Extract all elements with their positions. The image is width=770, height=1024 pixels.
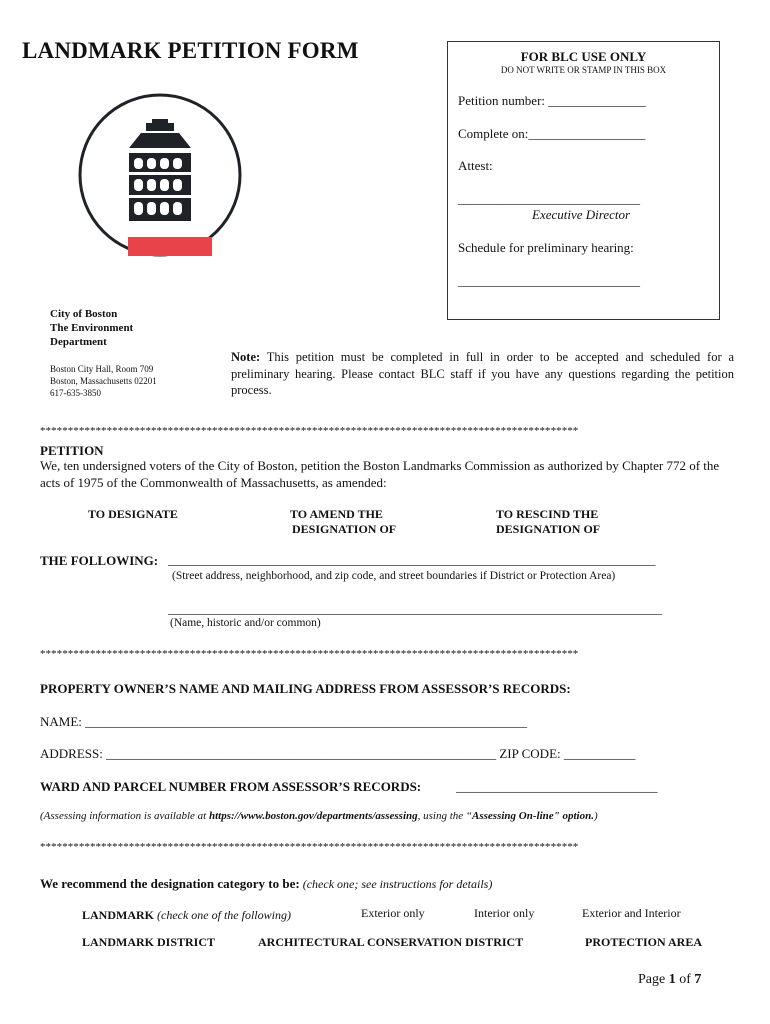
petition-heading: PETITION	[40, 443, 104, 458]
protection-area-option[interactable]: PROTECTION AREA	[585, 935, 703, 949]
recommend-hint: (check one; see instructions for details)	[299, 877, 493, 891]
recommend-label: We recommend the designation category to be:	[40, 876, 300, 891]
ward-parcel-line[interactable]: _______________________________	[456, 779, 658, 794]
petition-body: We, ten undersigned voters of the City of Boston, petition the Boston Landmarks Commission as authorized by Chapter 772 of the acts of 1975 of the Commonwealth of Massachusetts, as amended:	[40, 458, 720, 490]
separator-1: *************************************************************************************************	[40, 425, 579, 437]
page-total: 7	[694, 972, 702, 987]
dept-line-2: The Environment	[50, 322, 134, 334]
option-amend-line-2: DESIGNATION OF	[292, 522, 397, 536]
owner-address-field[interactable]: ADDRESS: ____________________________________________________________ ZIP CODE: ___________	[40, 746, 636, 761]
assessing-link[interactable]: https://www.boston.gov/departments/assessing	[208, 810, 418, 822]
dept-address-2: Boston, Massachusetts 02201	[50, 376, 157, 386]
complete-on-field: Complete on:__________________	[458, 126, 646, 141]
recommend-line	[40, 875, 492, 893]
landmark-hint: (check one of the following)	[154, 908, 291, 922]
separator-2: *************************************************************************************************	[40, 648, 579, 660]
following-label: THE FOLLOWING:	[40, 553, 159, 568]
exterior-interior-option[interactable]: Exterior and Interior	[582, 906, 681, 920]
note-text: This petition must be completed in full in order to be accepted and scheduled for a preliminary hearing. Please contact BLC staff if you have any questions regarding the petition process.	[231, 350, 734, 397]
boston-city-hall-logo	[77, 92, 243, 258]
following-address-hint: (Street address, neighborhood, and zip code, and street boundaries if District or Protection Area)	[172, 570, 616, 582]
schedule-hearing-line: ____________________________	[458, 273, 640, 288]
attest-signature-line: ____________________________	[458, 191, 640, 206]
assessing-info-mid: , using the “	[417, 810, 473, 822]
blc-box-subtitle: DO NOT WRITE OR STAMP IN THIS BOX	[500, 65, 667, 75]
ward-parcel-label: WARD AND PARCEL NUMBER FROM ASSESSOR’S RECORDS:	[40, 779, 422, 794]
page-word: Page	[638, 972, 669, 987]
dept-line-1: City of Boston	[50, 308, 118, 320]
option-rescind-line-1: TO RESCIND THE	[496, 507, 599, 521]
owner-name-field[interactable]: NAME: ____________________________________________________________________	[40, 714, 528, 729]
assessing-online-option: Assessing On-line" option.	[472, 810, 594, 822]
page-of: of	[675, 972, 695, 987]
landmark-label: LANDMARK	[82, 908, 154, 922]
page-current: 1	[668, 972, 676, 987]
assessing-info	[40, 810, 598, 822]
blc-box-title: FOR BLC USE ONLY	[520, 49, 647, 64]
option-amend[interactable]	[290, 507, 396, 537]
note-label: Note:	[231, 350, 261, 364]
petition-note	[231, 349, 734, 399]
assessing-info-end: )	[593, 810, 598, 822]
blc-use-only-box	[447, 41, 720, 320]
dept-line-3: Department	[50, 336, 107, 348]
property-name-line[interactable]: ____________________________________________________________________________	[168, 601, 662, 616]
attest-label: Attest:	[458, 158, 493, 173]
landmark-district-option[interactable]: LANDMARK DISTRICT	[82, 935, 216, 949]
landmark-option[interactable]	[82, 906, 291, 924]
owner-heading: PROPERTY OWNER’S NAME AND MAILING ADDRESS FROM ASSESSOR’S RECORDS:	[40, 681, 571, 696]
separator-3: *************************************************************************************************	[40, 841, 579, 853]
executive-director-label: Executive Director	[532, 207, 631, 222]
interior-only-option[interactable]: Interior only	[474, 906, 535, 920]
page-number	[638, 972, 701, 988]
petition-number-field: Petition number: _______________	[458, 93, 646, 108]
option-designate[interactable]: TO DESIGNATE	[88, 507, 178, 521]
dept-address-1: Boston City Hall, Room 709	[50, 364, 154, 374]
exterior-only-option[interactable]: Exterior only	[361, 906, 425, 920]
option-rescind-line-2: DESIGNATION OF	[496, 522, 601, 536]
page-title: LANDMARK PETITION FORM	[22, 38, 359, 63]
option-amend-line-1: TO AMEND THE	[290, 507, 383, 521]
schedule-hearing-label: Schedule for preliminary hearing:	[458, 240, 634, 255]
following-address-line[interactable]: ___________________________________________________________________________	[168, 552, 656, 567]
assessing-info-pre: (Assessing information is available at	[40, 810, 209, 822]
dept-phone: 617-635-3850	[50, 388, 101, 398]
property-name-hint: (Name, historic and/or common)	[170, 617, 321, 629]
acd-option[interactable]: ARCHITECTURAL CONSERVATION DISTRICT	[258, 935, 524, 949]
option-rescind[interactable]	[496, 507, 600, 537]
